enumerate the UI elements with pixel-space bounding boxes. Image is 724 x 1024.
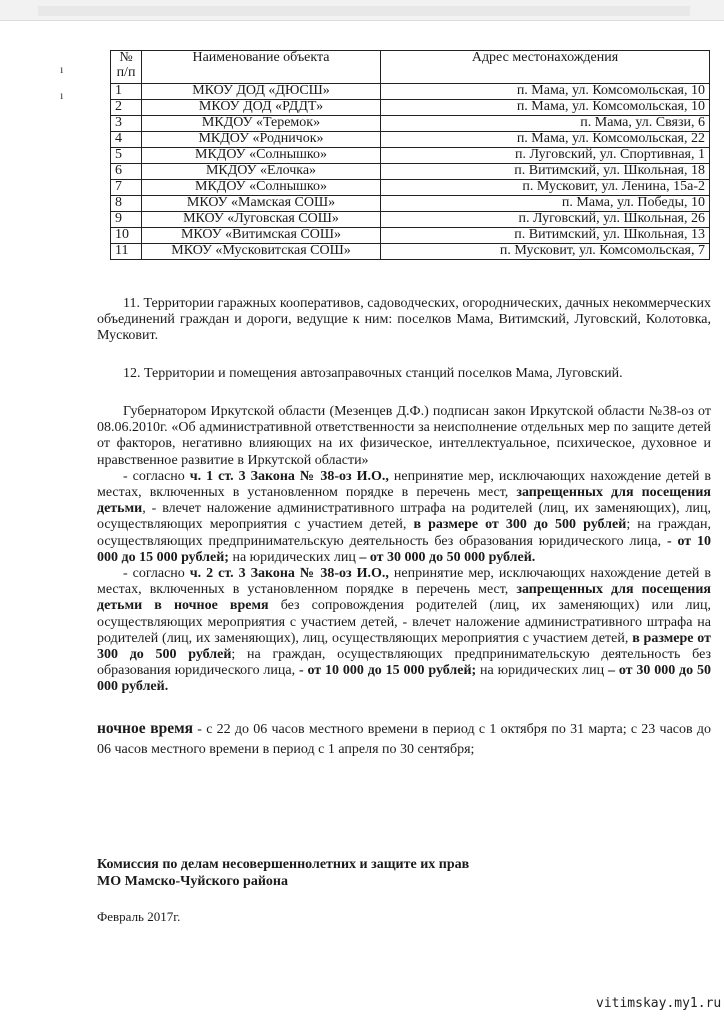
document-date: Февраль 2017г. <box>97 909 181 924</box>
table-row <box>111 244 710 260</box>
row-name: МКОУ «Мамская СОШ» <box>142 196 381 212</box>
clause-1-bold: запрещенных для посещения детьми <box>97 485 711 517</box>
item-12-text: 12. Территории и помещения автозаправочных станций поселков Мама, Луговский. <box>123 366 623 381</box>
row-address: п. Мусковит, ул. Комсомольская, 7 <box>381 244 710 260</box>
night-time-text: - с 22 до 06 часов местного времени в период с 1 октября по 31 марта; с 23 часов до 06 часов местного времени в период с 1 апреля по 30 сентября; <box>97 722 711 757</box>
row-num: 2 <box>111 100 142 116</box>
table-row <box>111 100 710 116</box>
clause-1-text: - согласно <box>123 468 190 484</box>
clause-2-text: без сопровождения родителей (лиц, их заменяющих) или лиц, осуществляющих мероприятия с участием детей, - влечет наложение административного штрафа на родителей (лиц, их заменяющих), лиц, осуществляющих мероприятия с участием детей, <box>97 598 711 646</box>
clause-1-bold: в размере от 300 до 500 рублей <box>413 517 627 533</box>
row-name: МКОУ «Витимская СОШ» <box>142 228 381 244</box>
table-row <box>111 212 710 228</box>
clause-2-bold: – от 30 000 до 50 000 рублей. <box>97 663 711 695</box>
table-row <box>111 132 710 148</box>
night-time-definition <box>97 720 711 759</box>
margin-mark: ı <box>60 88 64 102</box>
table-row <box>111 228 710 244</box>
row-address: п. Витимский, ул. Школьная, 18 <box>381 164 710 180</box>
night-time-term: ночное время <box>97 720 194 737</box>
row-name: МКОУ ДОД «РДДТ» <box>142 100 381 116</box>
row-num: 1 <box>111 84 142 100</box>
clause-1 <box>97 469 711 566</box>
row-address: п. Мама, ул. Победы, 10 <box>381 196 710 212</box>
clause-2-bold: - от 10 000 до 15 000 рублей; <box>298 663 477 679</box>
signature-block <box>97 856 469 890</box>
table-row <box>111 116 710 132</box>
law-section <box>97 404 711 696</box>
row-name: МКДОУ «Солнышко» <box>142 148 381 164</box>
scan-edge <box>0 0 724 21</box>
row-address: п. Луговский, ул. Спортивная, 1 <box>381 148 710 164</box>
row-address: п. Мусковит, ул. Ленина, 15а-2 <box>381 180 710 196</box>
header-num: № п/п <box>111 51 142 84</box>
item-12-paragraph <box>97 366 711 382</box>
clause-2-bold: ч. 2 ст. 3 Закона № 38-оз И.О., <box>189 566 389 582</box>
table-header-row <box>111 51 710 84</box>
site-watermark: vitimskay.my1.ru <box>596 996 722 1011</box>
clause-1-text: , - влечет наложение административного штрафа на родителей (лиц, их заменяющих), лиц, осуществляющих мероприятия с участием детей, <box>97 501 711 533</box>
clause-1-bold: - от 10 000 до 15 000 рублей; <box>97 533 712 565</box>
row-num: 9 <box>111 212 142 228</box>
night-time-paragraph <box>97 720 711 759</box>
clause-2 <box>97 566 711 696</box>
clause-2-text: ; на граждан, осуществляющих предпринимательскую деятельность без образования юридического лица, <box>97 647 711 679</box>
row-num: 7 <box>111 180 142 196</box>
row-num: 6 <box>111 164 142 180</box>
table-row <box>111 148 710 164</box>
law-intro: Губернатором Иркутской области (Мезенцев Д.Ф.) подписан закон Иркутской области №38-оз от 08.06.2010г. «Об административной ответственности за неисполнение отдельных мер по защите детей от факторов, негативно влияющих на их физическое, интеллектуальное, психическое, духовное и нравственное развитие в Иркутской области» <box>97 404 711 468</box>
clause-1-text: на юридических лиц <box>228 549 360 565</box>
item-11-paragraph <box>97 296 711 345</box>
clause-2-text: непринятие мер, исключающих нахождение детей в местах, включенных в установленном порядке в перечень мест, <box>97 566 711 598</box>
header-name: Наименование объекта <box>142 51 381 84</box>
row-name: МКДОУ «Елочка» <box>142 164 381 180</box>
row-name: МКДОУ «Солнышко» <box>142 180 381 196</box>
row-num: 8 <box>111 196 142 212</box>
clause-2-text: - согласно <box>123 566 190 582</box>
table-row <box>111 196 710 212</box>
table-row <box>111 180 710 196</box>
clause-2-bold: в размере от 300 до 500 рублей <box>97 630 712 663</box>
clause-2-bold: запрещенных для посещения детьми в ночное время <box>97 582 711 614</box>
table-row <box>111 84 710 100</box>
row-address: п. Мама, ул. Связи, 6 <box>381 116 710 132</box>
row-num: 11 <box>111 244 142 260</box>
row-num: 10 <box>111 228 142 244</box>
signature-line-1: Комиссия по делам несовершеннолетних и защите их прав <box>97 857 470 872</box>
row-address: п. Мама, ул. Комсомольская, 10 <box>381 100 710 116</box>
header-address: Адрес местонахождения <box>381 51 710 84</box>
clause-1-text: ; на граждан, осуществляющих предпринимательскую деятельность без образования юридического лица, <box>97 517 711 549</box>
row-num: 5 <box>111 148 142 164</box>
row-name: МКОУ ДОД «ДЮСШ» <box>142 84 381 100</box>
row-name: МКОУ «Мусковитская СОШ» <box>142 244 381 260</box>
row-address: п. Мама, ул. Комсомольская, 10 <box>381 84 710 100</box>
margin-mark: ı <box>60 62 64 76</box>
row-address: п. Мама, ул. Комсомольская, 22 <box>381 132 710 148</box>
clause-1-bold: – от 30 000 до 50 000 рублей. <box>359 549 536 565</box>
item-11-text: 11. Территории гаражных кооперативов, садоводческих, огороднических, дачных некоммерческих объединений граждан и дороги, ведущие к ним: поселков Мама, Витимский, Луговский, Колотовка, Мусковит. <box>97 296 711 344</box>
objects-table <box>110 50 710 260</box>
row-num: 3 <box>111 116 142 132</box>
row-name: МКДОУ «Теремок» <box>142 116 381 132</box>
clause-1-bold: ч. 1 ст. 3 Закона № 38-оз И.О., <box>189 468 389 484</box>
row-address: п. Луговский, ул. Школьная, 26 <box>381 212 710 228</box>
row-num: 4 <box>111 132 142 148</box>
clause-1-text: непринятие мер, исключающих нахождение детей в местах, включенных в установленном порядке в перечень мест, <box>97 468 711 501</box>
clause-2-text: на юридических лиц <box>476 663 608 679</box>
scan-edge-bar <box>38 6 690 16</box>
row-address: п. Витимский, ул. Школьная, 13 <box>381 228 710 244</box>
row-name: МКОУ «Луговская СОШ» <box>142 212 381 228</box>
row-name: МКДОУ «Родничок» <box>142 132 381 148</box>
table-row <box>111 164 710 180</box>
signature-line-2: МО Мамско-Чуйского района <box>97 874 288 889</box>
